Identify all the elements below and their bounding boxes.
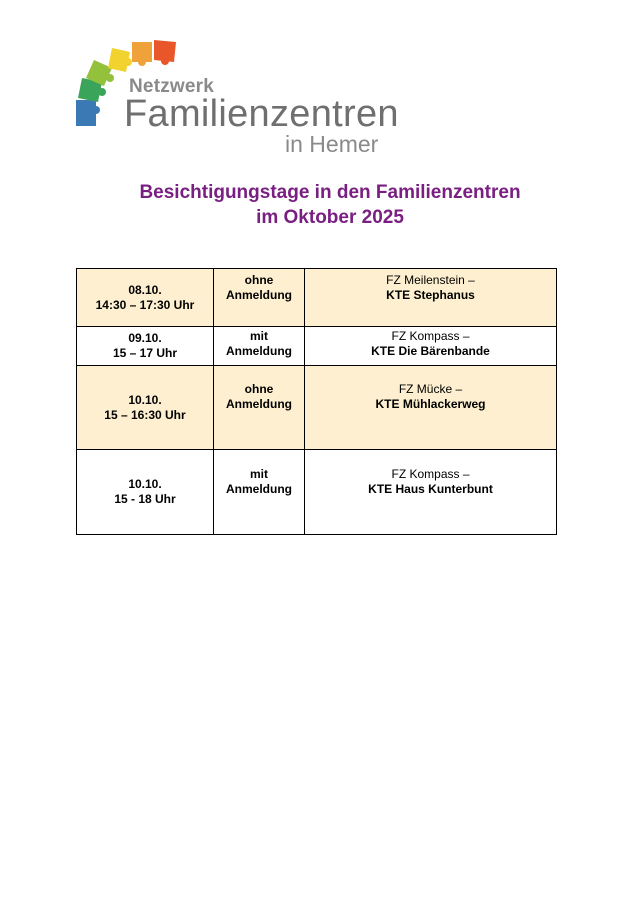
center-name: FZ Kompass – [391,467,470,481]
center-name: FZ Mücke – [398,382,463,396]
date-cell [77,366,214,450]
registration-label: Anmeldung [226,344,292,358]
registration-type: ohne [244,273,274,287]
logo-in-hemer: in Hemer [285,131,379,157]
facility-name: KTE Mühlackerweg [375,397,486,411]
registration-label: Anmeldung [226,397,292,411]
location-cell [305,450,557,535]
registration-label: Anmeldung [226,482,292,496]
facility-name: KTE Die Bärenbande [371,344,490,358]
table-row [77,327,557,366]
page-title [0,180,640,230]
location-cell [305,366,557,450]
registration-label: Anmeldung [226,288,292,302]
table-row [77,450,557,535]
time-text: 15 – 16:30 Uhr [104,407,186,422]
logo [74,38,414,158]
center-name: FZ Kompass – [391,329,470,343]
location-cell [305,269,557,327]
date-cell [77,450,214,535]
logo-netzwerk: Netzwerk [129,76,215,97]
time-text: 15 - 18 Uhr [114,492,176,506]
date-text: 10.10. [128,477,162,491]
schedule-table [76,268,557,535]
registration-type: ohne [244,382,274,396]
date-cell [77,269,214,327]
table-row [77,269,557,327]
registration-cell [214,327,305,366]
time-text: 15 – 17 Uhr [112,346,178,360]
puzzle-piece-blue [76,100,96,126]
time-text: 14:30 – 17:30 Uhr [95,297,195,312]
location-cell [305,327,557,366]
facility-name: KTE Haus Kunterbunt [368,482,493,496]
title-line-1: Besichtigungstage in den Familienzentren [139,182,521,203]
registration-cell [214,450,305,535]
date-text: 10.10. [128,392,162,407]
title-line-2: im Oktober 2025 [256,207,404,228]
date-cell [77,327,214,366]
logo-familienzentren: Familienzentren [124,93,399,135]
registration-cell [214,366,305,450]
date-text: 09.10. [128,331,162,345]
facility-name: KTE Stephanus [386,288,475,302]
date-text: 08.10. [128,282,162,297]
registration-type: mit [250,467,268,481]
registration-type: mit [250,329,268,343]
table-row [77,366,557,450]
center-name: FZ Meilenstein – [386,273,475,287]
registration-cell [214,269,305,327]
